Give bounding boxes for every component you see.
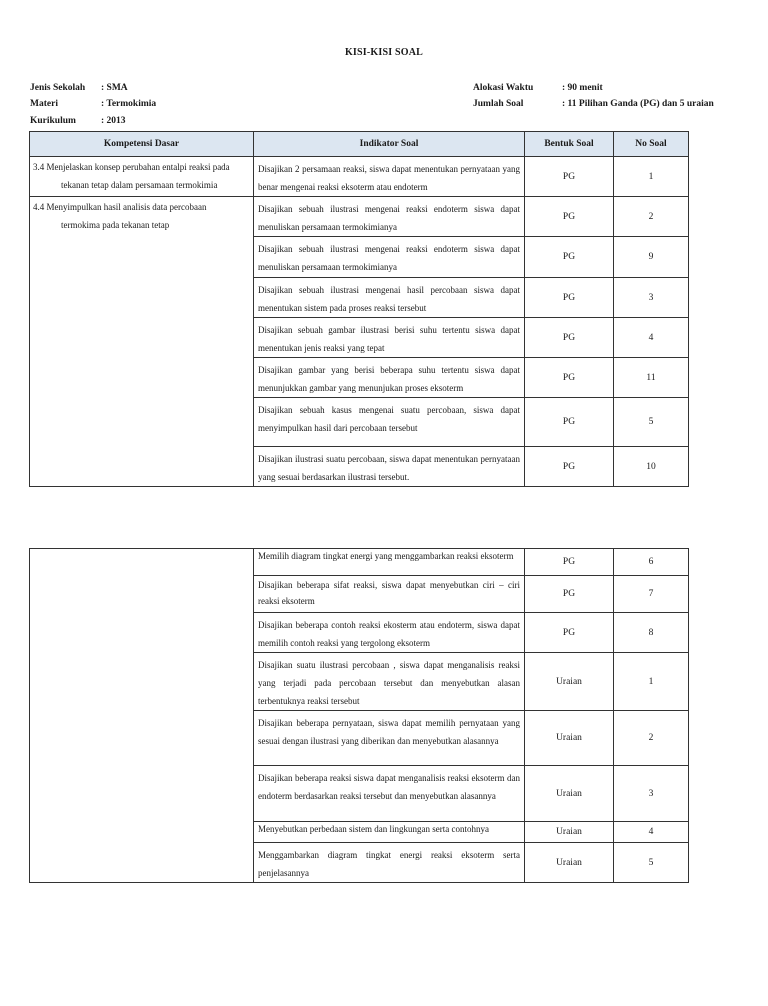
- indikator-cell: Menggambarkan diagram tingkat energi reaksi eksoterm serta penjelasannya: [254, 843, 525, 883]
- bentuk-cell: PG: [525, 576, 614, 613]
- jumlah-soal-value: : 11 Pilihan Ganda (PG) dan 5 uraian: [562, 99, 714, 109]
- bentuk-cell: PG: [525, 197, 614, 237]
- kd-text: 3.4 Menjelaskan konsep perubahan entalpi reaksi pada: [33, 162, 230, 172]
- no-cell: 3: [614, 278, 689, 318]
- indikator-cell: Disajikan 2 persamaan reaksi, siswa dapat menentukan pernyataan yang benar mengenai reaksi eksoterm atau endoterm: [254, 157, 525, 197]
- no-cell: 10: [614, 447, 689, 487]
- bentuk-cell: PG: [525, 447, 614, 487]
- no-cell: 5: [614, 398, 689, 447]
- kompetensi-dasar-3-4: [30, 157, 254, 197]
- indikator-cell: Disajikan sebuah ilustrasi mengenai reaksi endoterm siswa dapat menuliskan persamaan termokimianya: [254, 237, 525, 278]
- bentuk-cell: PG: [525, 318, 614, 358]
- bentuk-cell: PG: [525, 398, 614, 447]
- header-indikator-soal: Indikator Soal: [254, 132, 525, 157]
- bentuk-cell: PG: [525, 613, 614, 653]
- table-row: [30, 197, 689, 237]
- bentuk-cell: PG: [525, 237, 614, 278]
- materi-label: Materi: [30, 99, 58, 109]
- no-cell: 9: [614, 237, 689, 278]
- jenis-sekolah-value: : SMA: [101, 83, 128, 93]
- no-cell: 1: [614, 653, 689, 711]
- no-cell: 6: [614, 549, 689, 576]
- bentuk-cell: Uraian: [525, 843, 614, 883]
- alokasi-waktu-value: : 90 menit: [562, 83, 603, 93]
- bentuk-cell: PG: [525, 278, 614, 318]
- bentuk-cell: Uraian: [525, 653, 614, 711]
- indikator-cell: Disajikan ilustrasi suatu percobaan, siswa dapat menentukan pernyataan yang sesuai berdasarkan ilustrasi tersebut.: [254, 447, 525, 487]
- bentuk-cell: PG: [525, 358, 614, 398]
- indikator-cell: Memilih diagram tingkat energi yang menggambarkan reaksi eksoterm: [254, 549, 525, 576]
- indikator-cell: Menyebutkan perbedaan sistem dan lingkungan serta contohnya: [254, 822, 525, 843]
- header-no-soal: No Soal: [614, 132, 689, 157]
- kompetensi-dasar-empty: [30, 549, 254, 883]
- kisi-kisi-table-2: [29, 548, 689, 883]
- bentuk-cell: Uraian: [525, 766, 614, 822]
- kisi-kisi-table-1: [29, 131, 689, 487]
- indikator-cell: Disajikan sebuah ilustrasi mengenai hasil percobaan siswa dapat menentukan sistem pada proses reaksi tersebut: [254, 278, 525, 318]
- indikator-cell: Disajikan beberapa pernyataan, siswa dapat memilih pernyataan yang sesuai dengan ilustrasi yang diberikan dan menyebutkan alasannya: [254, 711, 525, 766]
- kompetensi-dasar-4-4: [30, 197, 254, 487]
- kurikulum-value: : 2013: [101, 116, 126, 126]
- indikator-cell: Disajikan gambar yang berisi beberapa suhu tertentu siswa dapat menunjukkan gambar yang menunjukan proses eksoterm: [254, 358, 525, 398]
- table-row: [30, 549, 689, 576]
- no-cell: 11: [614, 358, 689, 398]
- no-cell: 5: [614, 843, 689, 883]
- indikator-cell: Disajikan suatu ilustrasi percobaan , siswa dapat menganalisis reaksi yang terjadi pada percobaan tersebut dan menyebutkan alasan terbentuknya reaksi tersebut: [254, 653, 525, 711]
- indikator-cell: Disajikan beberapa sifat reaksi, siswa dapat menyebutkan ciri – ciri reaksi eksoterm: [254, 576, 525, 613]
- kurikulum-label: Kurikulum: [30, 116, 76, 126]
- no-cell: 2: [614, 711, 689, 766]
- no-cell: 4: [614, 318, 689, 358]
- indikator-cell: Disajikan sebuah kasus mengenai suatu percobaan, siswa dapat menyimpulkan hasil dari percobaan tersebut: [254, 398, 525, 447]
- bentuk-cell: Uraian: [525, 822, 614, 843]
- jumlah-soal-label: Jumlah Soal: [473, 99, 524, 109]
- no-cell: 7: [614, 576, 689, 613]
- no-cell: 8: [614, 613, 689, 653]
- indikator-cell: Disajikan sebuah ilustrasi mengenai reaksi endoterm siswa dapat menuliskan persamaan termokimianya: [254, 197, 525, 237]
- alokasi-waktu-label: Alokasi Waktu: [473, 83, 534, 93]
- kd-text-cont: termokima pada tekanan tetap: [61, 220, 170, 230]
- kd-text-cont: tekanan tetap dalam persamaan termokimia: [61, 180, 218, 190]
- materi-value: : Termokimia: [101, 99, 157, 109]
- indikator-cell: Disajikan sebuah gambar ilustrasi berisi suhu tertentu siswa dapat menentukan jenis reaksi yang tepat: [254, 318, 525, 358]
- no-cell: 4: [614, 822, 689, 843]
- no-cell: 2: [614, 197, 689, 237]
- no-cell: 3: [614, 766, 689, 822]
- header-bentuk-soal: Bentuk Soal: [525, 132, 614, 157]
- bentuk-cell: PG: [525, 549, 614, 576]
- bentuk-cell: PG: [525, 157, 614, 197]
- no-cell: 1: [614, 157, 689, 197]
- indikator-cell: Disajikan beberapa reaksi siswa dapat menganalisis reaksi eksoterm dan endoterm berdasarkan reaksi tersebut dan menyebutkan alasannya: [254, 766, 525, 822]
- jenis-sekolah-label: Jenis Sekolah: [30, 83, 86, 93]
- table-row: [30, 157, 689, 197]
- document-title: KISI-KISI SOAL: [344, 47, 424, 58]
- kd-text: 4.4 Menyimpulkan hasil analisis data percobaan: [33, 202, 207, 212]
- indikator-cell: Disajikan beberapa contoh reaksi ekosterm atau endoterm, siswa dapat memilih contoh reaksi yang tergolong eksoterm: [254, 613, 525, 653]
- bentuk-cell: Uraian: [525, 711, 614, 766]
- header-kompetensi-dasar: Kompetensi Dasar: [30, 132, 254, 157]
